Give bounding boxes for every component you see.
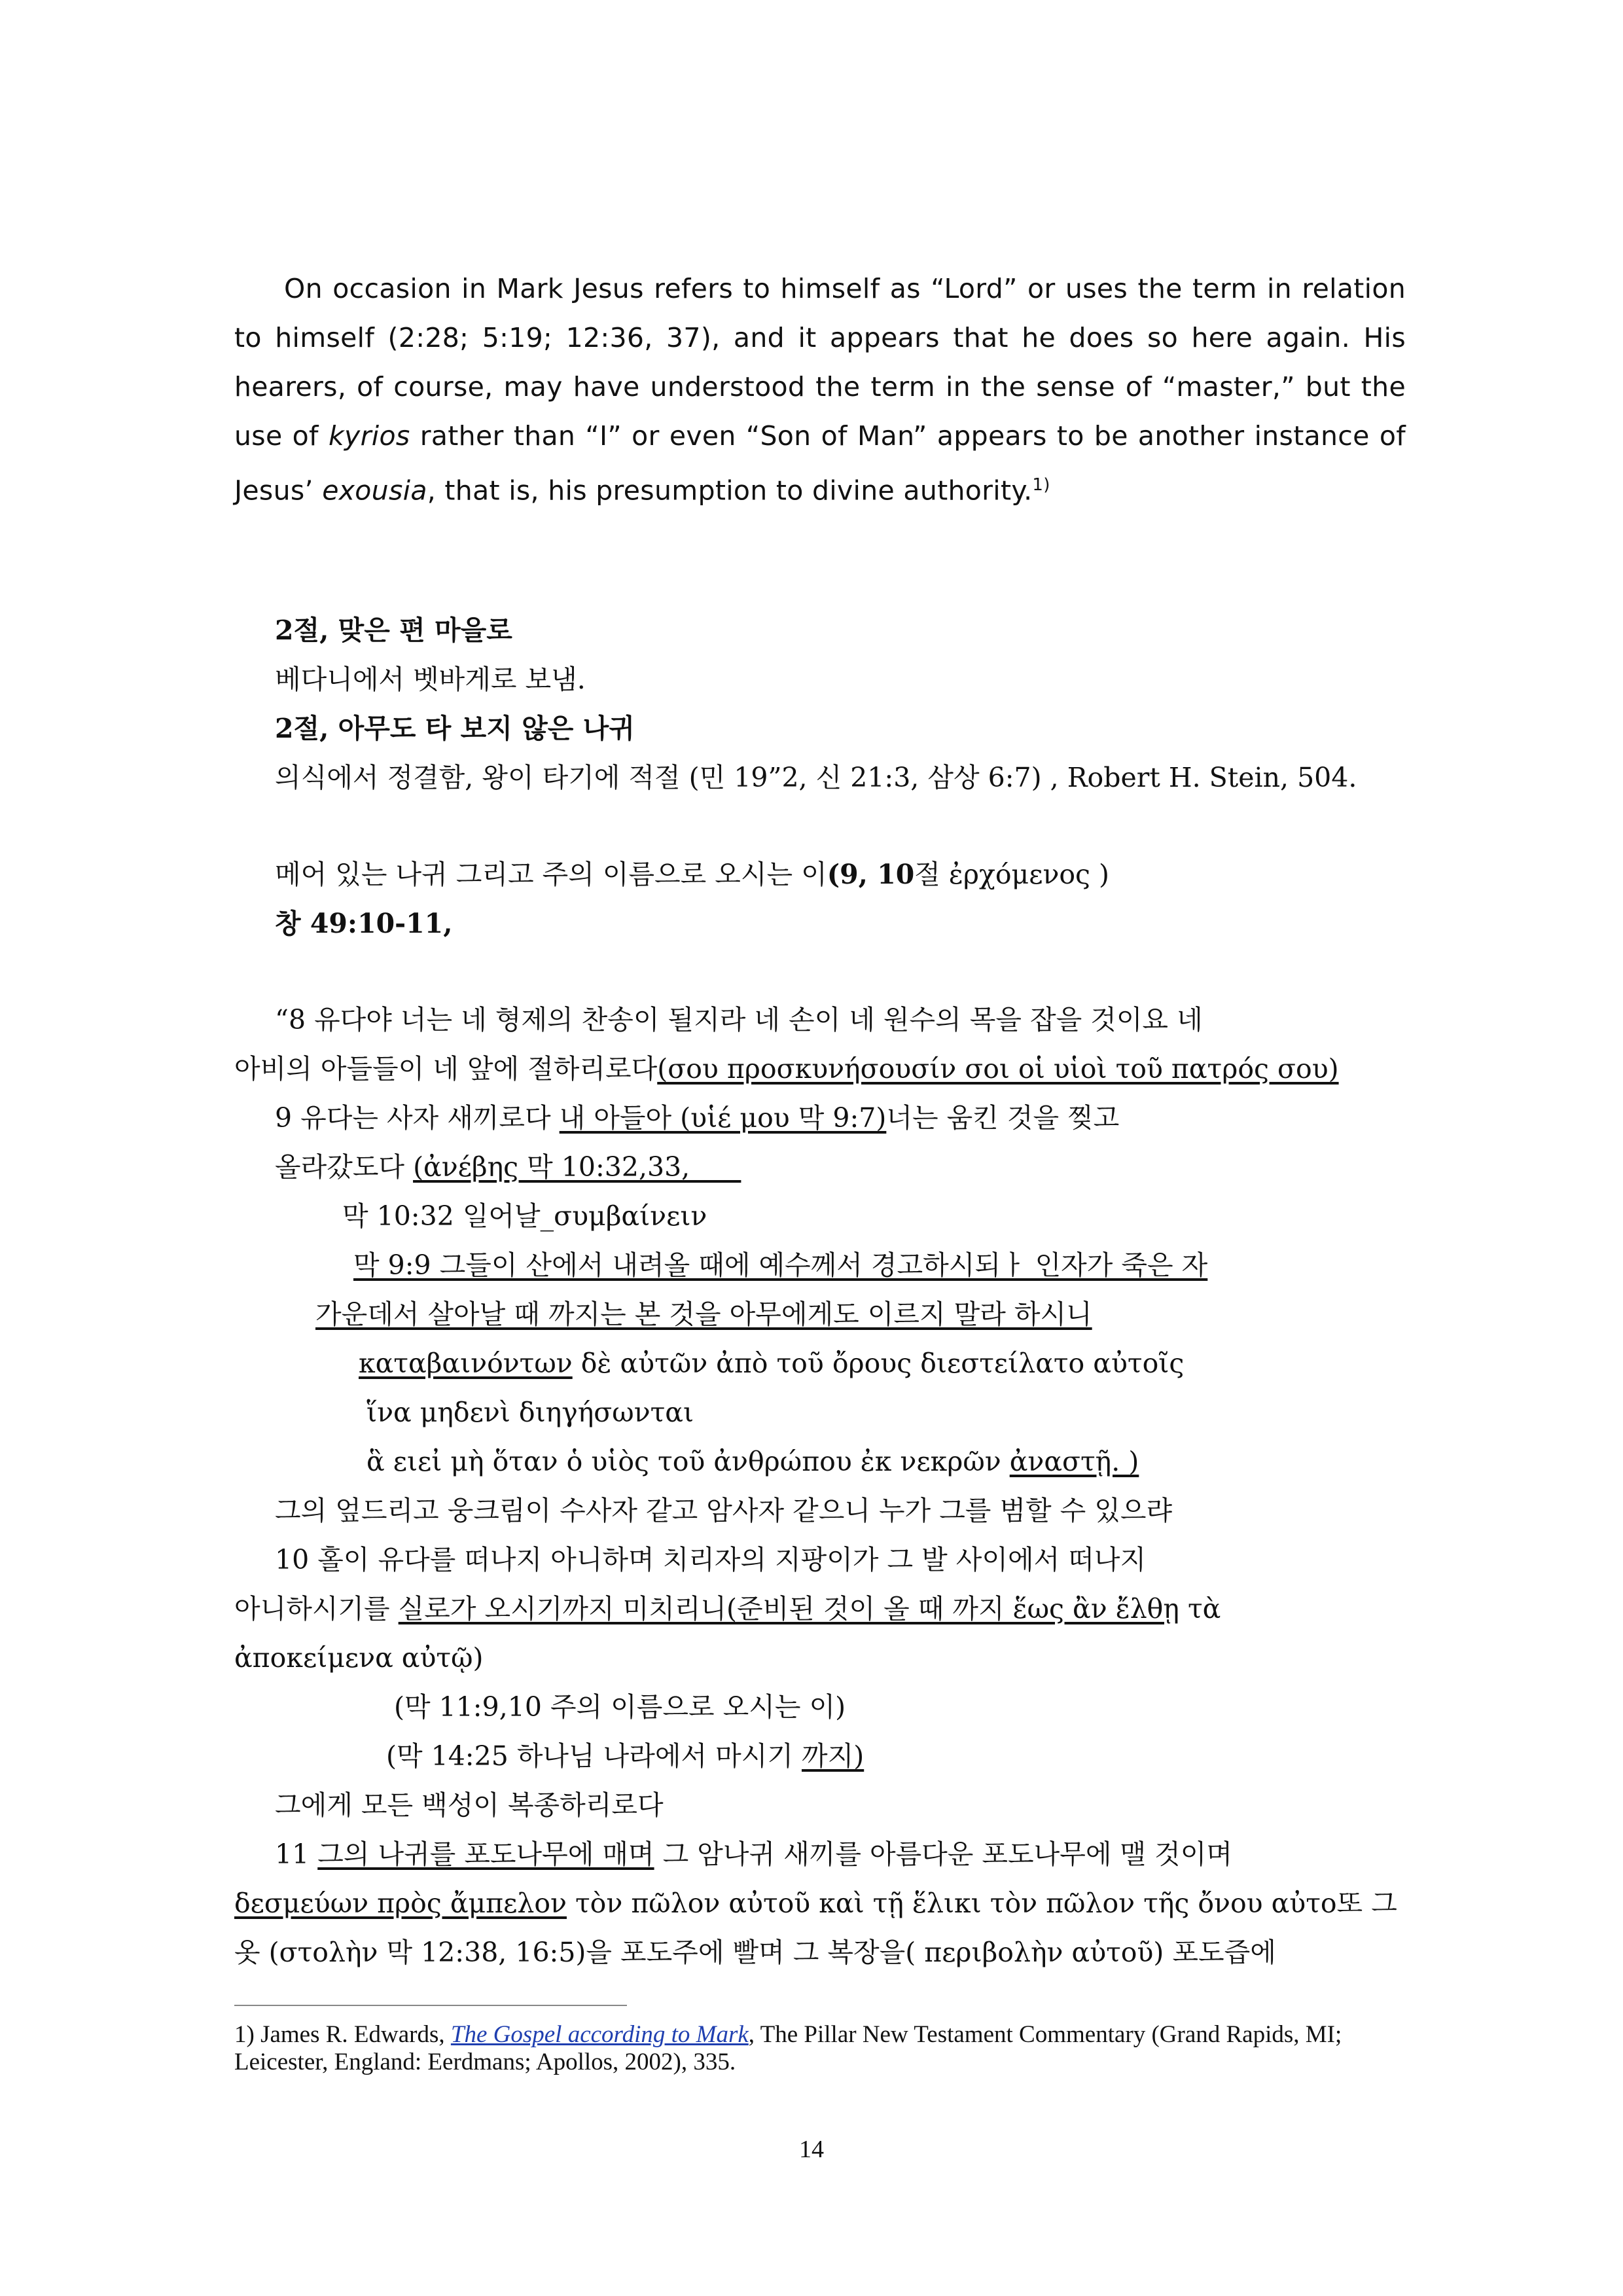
page-number: 14 bbox=[799, 2136, 824, 2163]
quote-line-13-rest: τὰ bbox=[1179, 1593, 1221, 1624]
genesis-reference: 창 49:10-11, bbox=[275, 908, 453, 939]
quote-line-3-underlined: 내 아들아 (υἱέ μου 막 9:7) bbox=[559, 1102, 887, 1134]
quote-line-5: 막 10:32 일어날_συμβαίνειν bbox=[342, 1200, 707, 1232]
quote-line-1: “8 유다야 너는 네 형제의 찬송이 될지라 네 손이 네 원수의 목을 잡을 것이요 네 bbox=[275, 1004, 1203, 1035]
quote-line-3 bbox=[275, 1101, 1119, 1135]
footnote-reference: 1) bbox=[1032, 475, 1050, 495]
quote-line-13 bbox=[234, 1592, 1221, 1626]
footnote-divider bbox=[234, 2005, 627, 2006]
quote-line-13-text: 아니하시기를 bbox=[234, 1593, 399, 1624]
quote-line-2 bbox=[234, 1052, 1339, 1086]
quote-line-15: (막 11:9,10 주의 이름으로 오시는 이) bbox=[394, 1691, 846, 1723]
footnote-details: , The Pillar New Testament Commentary (Grand Rapids, MI; Leicester, England: Eerdmans; Apollos, 2002), 335. bbox=[234, 2021, 1342, 2075]
tied-greek: 절 ἐρχόμενος ) bbox=[914, 859, 1110, 890]
quote-line-7: 가운데서 살아날 때 까지는 본 것을 아무에게도 이르지 말라 하시니 bbox=[315, 1299, 1092, 1330]
quote-line-9: ἵνα μηδενὶ διηγήσωνται bbox=[366, 1397, 694, 1428]
quote-line-10 bbox=[366, 1444, 1139, 1479]
verse2-heading: 2절, 맞은 편 마을로 bbox=[275, 615, 512, 646]
english-text-part1: On occasion in Mark Jesus refers to himself as “Lord” or uses the term in relation to himself (2:28; 5:19; 12:36, 37), and it appears that he does so here again. His hearers, of course, may have understood the term in the sense of “master,” but the use of bbox=[234, 273, 1406, 452]
quote-line-12: 10 홀이 유다를 떠나지 아니하며 치리자의 지팡이가 그 발 사이에서 떠나지 bbox=[275, 1544, 1147, 1575]
verse2-text-2: 의식에서 정결함, 왕이 타기에 적절 (민 19”2, 신 21:3, 삼상 6:7) , Robert H. Stein, 504. bbox=[275, 762, 1357, 793]
footnote bbox=[234, 2021, 1386, 2076]
quote-line-2-text: 아비의 아들들이 네 앞에 절하리로다 bbox=[234, 1053, 658, 1085]
quote-line-10-text: ἃ ειεἰ μὴ ὅταν ὁ υἱὸς τοῦ ἀνθρώπου ἐκ νεκρῶν bbox=[366, 1446, 1010, 1477]
quote-line-4-greek: (ἀνέβης 막 10:32,33, bbox=[413, 1151, 741, 1183]
quote-line-3-rest: 너는 움킨 것을 찢고 bbox=[886, 1102, 1120, 1134]
quote-line-16-text: (막 14:25 하나님 나라에서 마시기 bbox=[386, 1740, 802, 1772]
quote-line-19-rest: τὸν πῶλον αὐτοῦ καὶ τῇ ἕλικι τὸν πῶλον τῆς ὄνου αὐτο또 그 bbox=[566, 1888, 1397, 1919]
english-text-part2: rather than “I” or even “Son of Man” appears to be another instance of Jesus’ bbox=[234, 420, 1406, 507]
quote-line-13-underlined: 실로가 오시기까지 미치리니(준비된 것이 올 때 까지 ἕως ἂν ἔλθῃ bbox=[398, 1593, 1179, 1624]
quote-line-8-rest: δὲ αὐτῶν ἀπὸ τοῦ ὄρους διεστείλατο αὐτοῖς bbox=[572, 1348, 1185, 1379]
quote-line-18-underlined: 그의 나귀를 포도나무에 매며 bbox=[317, 1839, 654, 1870]
tied-donkey-line bbox=[275, 857, 1109, 891]
footnote-author: 1) James R. Edwards, bbox=[234, 2021, 451, 2048]
quote-line-18-rest: 그 암나귀 새끼를 아름다운 포도나무에 맬 것이며 bbox=[654, 1839, 1232, 1870]
quote-line-4 bbox=[275, 1150, 741, 1184]
quote-line-8-underlined: καταβαινόντων bbox=[359, 1348, 573, 1379]
quote-line-2-greek: (σου προσκυνήσουσίν σοι οἱ υἱοὶ τοῦ πατρός σου) bbox=[657, 1053, 1339, 1085]
verse2-text: 베다니에서 벳바게로 보냄. bbox=[275, 664, 586, 695]
quote-line-17: 그에게 모든 백성이 복종하리로다 bbox=[275, 1789, 664, 1821]
verse2-heading-2: 2절, 아무도 타 보지 않은 나귀 bbox=[275, 713, 635, 744]
quote-line-11: 그의 엎드리고 웅크림이 수사자 같고 암사자 같으니 누가 그를 범할 수 있으랴 bbox=[275, 1495, 1173, 1526]
quote-line-19-underlined: δεσμεύων πρὸς ἄμπελον bbox=[234, 1888, 567, 1919]
quote-line-3-text: 9 유다는 사자 새끼로다 bbox=[275, 1102, 560, 1134]
english-text-part3: , that is, his presumption to divine authority. bbox=[427, 475, 1033, 507]
quote-line-4-text: 올라갔도다 bbox=[275, 1151, 414, 1183]
english-paragraph bbox=[234, 264, 1406, 516]
quote-line-16 bbox=[386, 1739, 864, 1773]
exousia-term: exousia bbox=[322, 475, 427, 507]
tied-verse-ref: (9, 10 bbox=[827, 859, 915, 890]
quote-line-16-underlined: 까지) bbox=[801, 1740, 865, 1772]
tied-text: 메어 있는 나귀 그리고 주의 이름으로 오시는 이 bbox=[275, 859, 827, 890]
quote-line-20: 옷 (στολὴν 막 12:38, 16:5)을 포도주에 빨며 그 복장을( περιβολὴν αὐτοῦ) 포도즙에 bbox=[234, 1937, 1276, 1968]
quote-line-14: ἀποκείμενα αὐτῷ) bbox=[234, 1642, 484, 1674]
footnote-book-link[interactable]: The Gospel according to Mark bbox=[450, 2021, 749, 2048]
quote-line-10-underlined: ἀναστῇ. ) bbox=[1009, 1446, 1139, 1477]
quote-line-18 bbox=[275, 1837, 1232, 1871]
kyrios-term: kyrios bbox=[329, 420, 410, 452]
quote-line-18-num: 11 bbox=[275, 1839, 318, 1870]
quote-line-6: 막 9:9 그들이 산에서 내려올 때에 예수께서 경고하시되ㅏ 인자가 죽은 자 bbox=[353, 1249, 1208, 1281]
quote-line-8 bbox=[359, 1346, 1184, 1380]
quote-line-19 bbox=[234, 1886, 1397, 1920]
